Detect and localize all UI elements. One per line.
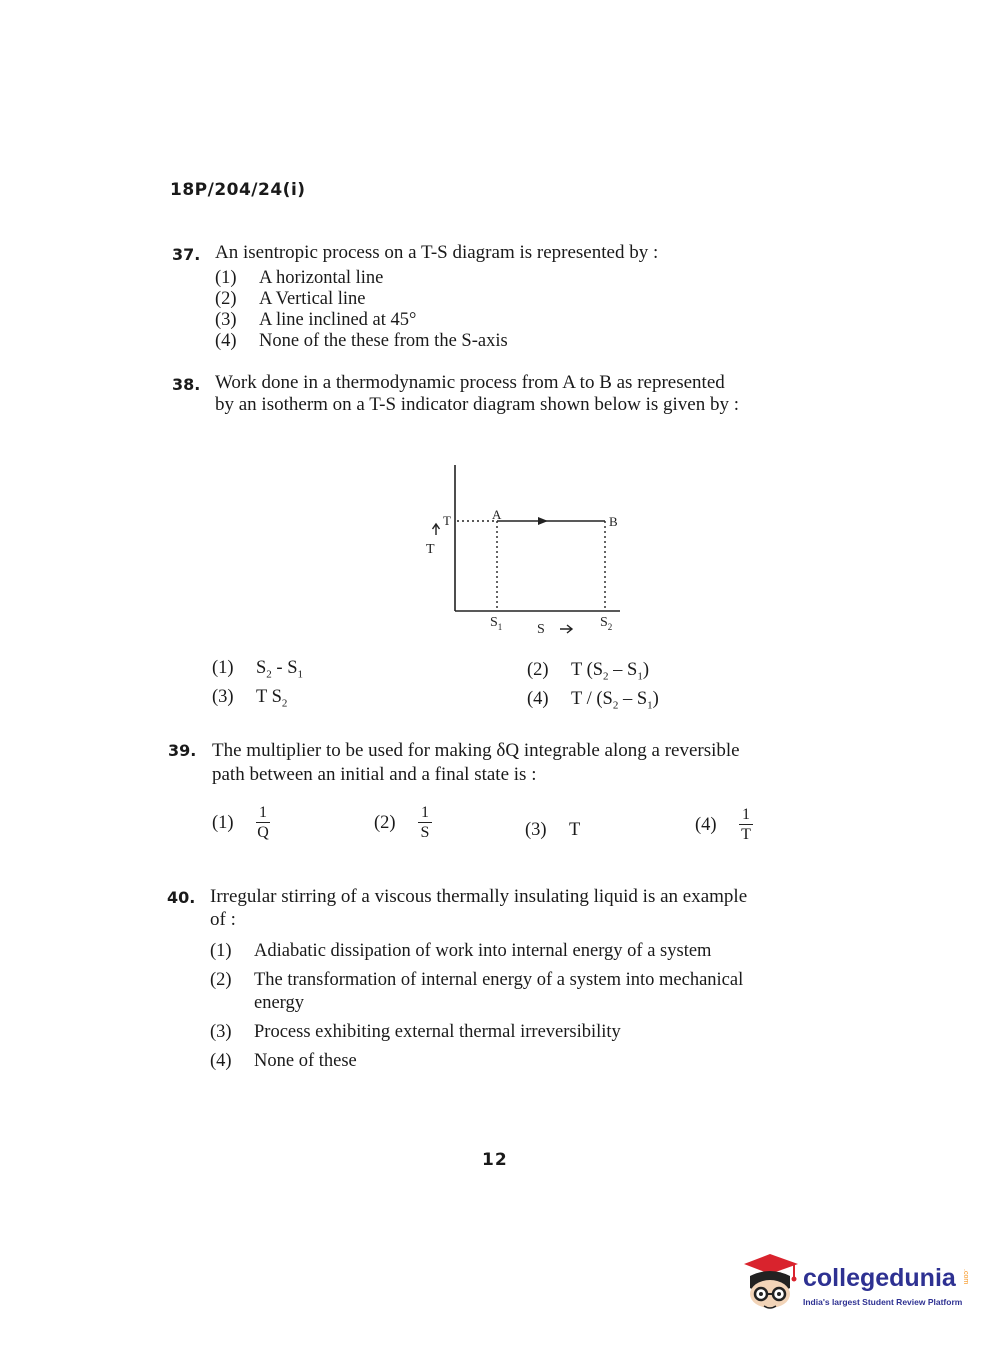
q39-option-1 [212, 804, 270, 841]
t-level-label: T [443, 513, 451, 528]
q38-option-4-number: (4) [527, 689, 549, 709]
q37-number: 37. [172, 245, 201, 264]
q40-option-4 [210, 1050, 357, 1072]
q40-text-line-1: Irregular stirring of a viscous thermally insulating liquid is an example [210, 886, 748, 907]
q38-o2-sub: 2 [603, 670, 609, 683]
q39-option-2 [374, 804, 432, 841]
q38-option-1-number: (1) [212, 658, 234, 678]
q39-option-4 [695, 806, 753, 843]
q38-option-3 [212, 686, 287, 715]
s-right-arrow-icon [560, 625, 572, 633]
fraction-denominator: T [741, 826, 751, 843]
q37-option-3-number: (3) [215, 310, 237, 330]
q38-option-2-number: (2) [527, 660, 549, 680]
q40-option-3 [210, 1021, 621, 1043]
q39-option-3 [525, 819, 580, 841]
q37-option-1 [215, 267, 383, 289]
fraction-bar [256, 822, 270, 823]
q38-o4-sub: 1 [647, 699, 653, 712]
q40-option-2-continued: energy [254, 993, 304, 1013]
q39-text-line-2: path between an initial and a final state is : [212, 764, 537, 785]
q39-number: 39. [168, 741, 197, 760]
collegedunia-mascot-icon [740, 1250, 802, 1314]
q37-option-2-text: A Vertical line [259, 289, 366, 309]
q38-o1-sub: 2 [266, 668, 272, 681]
fraction-numerator: 1 [259, 804, 267, 821]
q38-option-3-number: (3) [212, 687, 234, 707]
q38-o4-part: T / (S [571, 689, 613, 709]
q38-o4-sub: 2 [612, 699, 619, 712]
q39-option-3-text: T [569, 820, 581, 840]
s1-label: $S_1$ [490, 615, 503, 632]
q40-option-1-number: (1) [210, 941, 232, 961]
t-up-arrow-icon [433, 524, 440, 535]
fraction-denominator: Q [257, 824, 269, 841]
q37-option-1-number: (1) [215, 268, 237, 288]
q40-text-line-2: of : [210, 909, 236, 930]
isotherm-arrow-icon [538, 517, 548, 525]
q39-text-line-1: The multiplier to be used for making δQ integrable along a reversible [212, 740, 740, 761]
point-b-label: B [609, 514, 618, 529]
point-a-label: A [492, 507, 502, 522]
fraction-bar [418, 822, 432, 823]
q37-text: An isentropic process on a T-S diagram is represented by : [215, 242, 659, 263]
q40-option-3-text: Process exhibiting external thermal irreversibility [254, 1022, 621, 1042]
s2-label: $S_2$ [600, 615, 613, 632]
q38-option-2 [527, 659, 649, 688]
t-axis-label: T [426, 542, 435, 557]
fraction-numerator: 1 [742, 806, 750, 823]
logo-com: .com [962, 1269, 969, 1285]
q38-number: 38. [172, 375, 201, 394]
q37-option-4-number: (4) [215, 331, 237, 351]
q38-text-line-2: by an isotherm on a T-S indicator diagram shown below is given by : [215, 394, 740, 415]
q37-option-1-text: A horizontal line [259, 268, 384, 288]
q37-option-3 [215, 309, 416, 331]
q38-option-1 [212, 657, 303, 686]
q38-o2-part: T (S [571, 660, 604, 680]
ts-diagram [410, 455, 650, 645]
page-number: 12 [482, 1150, 508, 1170]
logo-tagline: India's largest Student Review Platform [803, 1297, 963, 1307]
q39-option-4-number: (4) [695, 814, 717, 835]
q37-option-4-text: None of the these from the S-axis [259, 331, 508, 351]
logo-wordmark: collegedunia [803, 1264, 956, 1292]
q38-o4-part: – S [618, 689, 648, 709]
q38-o2-part: – S [608, 660, 638, 680]
q38-o2-part: ) [642, 660, 650, 680]
q37-option-2-number: (2) [215, 289, 237, 309]
q40-option-1 [210, 940, 711, 962]
q40-option-4-number: (4) [210, 1051, 232, 1071]
q38-o1-part: - S [271, 658, 298, 678]
q40-number: 40. [167, 888, 196, 907]
q38-o1-sub: 1 [297, 668, 303, 681]
q39-option-1-fraction [256, 804, 270, 841]
q37-option-2 [215, 288, 366, 310]
paper-code: 18P/204/24(i) [170, 180, 306, 200]
q40-option-4-text: None of these [254, 1051, 357, 1071]
q40-option-2-text: The transformation of internal energy of a system into mechanical [254, 970, 744, 990]
q40-option-3-number: (3) [210, 1022, 232, 1042]
s-axis-label: S [537, 622, 545, 637]
q40-option-2-number: (2) [210, 970, 232, 990]
q39-option-4-fraction [739, 806, 753, 843]
q40-option-1-text: Adiabatic dissipation of work into internal energy of a system [254, 941, 712, 961]
fraction-denominator: S [420, 824, 430, 841]
q37-option-3-text: A line inclined at 45° [259, 310, 417, 330]
q39-option-2-fraction [418, 804, 432, 841]
q38-o2-sub: 1 [637, 670, 643, 683]
q39-option-3-number: (3) [525, 820, 547, 840]
q38-o3-part: T S [256, 687, 282, 707]
q38-text-line-1: Work done in a thermodynamic process from A to B as represented [215, 372, 725, 393]
fraction-bar [739, 824, 753, 825]
q38-o1-part: S [256, 658, 267, 678]
q37-option-4 [215, 330, 508, 352]
q38-option-4 [527, 688, 659, 717]
q39-option-1-number: (1) [212, 812, 234, 833]
q38-o4-part: ) [652, 689, 659, 709]
q40-option-2 [210, 969, 743, 991]
fraction-numerator: 1 [421, 804, 429, 821]
q38-o3-sub: 2 [281, 697, 288, 710]
q39-option-2-number: (2) [374, 812, 396, 833]
